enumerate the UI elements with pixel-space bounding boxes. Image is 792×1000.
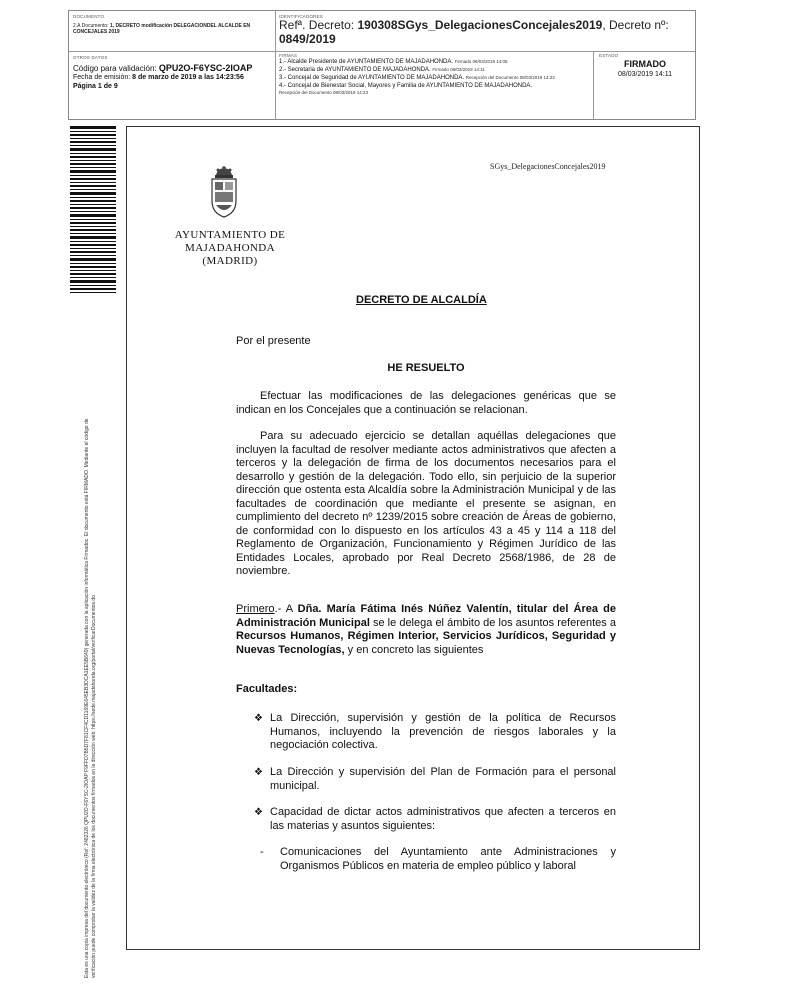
municipality-name: AYUNTAMIENTO DE MAJADAHONDA (MADRID) [174,229,286,267]
firma-row-timestamp: Recepción del Documento 08/03/2019 14:23 [279,90,369,95]
divider [275,11,276,119]
firma-row: 1.- Alcalde Presidente de AYUNTAMIENTO DE MAJADAHONDA. Firmado 08/03/2019 14:05 [279,59,508,65]
firma-row: 3.- Concejal de Seguridad de AYUNTAMIENTO DE MAJADAHONDA. Recepción del Documento 08/03/2019 14:22 [279,75,555,81]
document-title: DECRETO DE ALCALDÍA [356,294,487,306]
decree-reference: Refª. Decreto: 190308SGys_DelegacionesConcejales2019, Decreto nº: 0849/2019 [279,18,669,46]
documento-caption: DOCUMENTO [73,14,105,19]
status-badge: FIRMADO [624,59,666,69]
firmas-caption: FIRMAS [279,53,298,58]
list-item: - Comunicaciones del Ayuntamiento ante Administraciones y Organismos Públicos en materia de empleo público y laboral [260,846,616,872]
verification-side-text: Esta es una copia impresa del documento electrónico (Ref: 2482326 QPU2O-F6YSC-2IOAP F9FFD7B5D7F81CF4CD1169E645EB3DCA1EE5B649) generada con la aplicación informática Firmadoc. El documento está FIRMADO. Mediante el código de [84,418,90,978]
identificadores-caption: IDENTIFICADORES [279,14,324,19]
section-heading: HE RESUELTO [387,362,465,374]
paragraph: Para su adecuado ejercicio se detallan aquéllas delegaciones que incluyen la facultad de resolver mediante actos administrativos que afecten a terceros y la delegación de firma de los documentos necesarios para el desarrollo y gestión de la delegación. Todo ello, sin perjuicio de la superior dirección que ostenta esta Alcaldía sobre la Administración Municipal y de las facultades de coordinación que mediante el presente se asignan, en cumplimiento del decreto nº 1239/2015 sobre creación de Áreas de gobierno, de conformidad con lo dispuesto en los artículos 43 a 45 y 114 a 118 del Reglamento de Organización, Funcionamiento y Régimen Jurídico de las Entidades Locales, aprobado por Real Decreto 2568/1986, de 28 de noviembre. [236,430,616,577]
diamond-bullet-icon: ❖ [254,807,263,818]
status-date: 08/03/2019 14:11 [618,71,672,78]
list-item: ❖ La Dirección y supervisión del Plan de Formación para el personal municipal. [254,766,616,792]
diamond-bullet-icon: ❖ [254,767,263,778]
list-item: ❖ Capacidad de dictar actos administrativos que afecten a terceros en las materias y asuntos siguientes: [254,806,616,832]
otros-datos-caption: OTROS DATOS [73,55,108,60]
verification-side-text: verificación puede comprobar la validez de la firma electrónica de los documentos firmados en la dirección web: https://sede.majadahonda.org/portal/verificarDocumentos.do [91,595,97,978]
barcode-icon [70,126,116,294]
estado-caption: ESTADO [599,53,619,58]
document-number: 2.A Documento: 1, DECRETO modificación DELEGACIONDEL ALCALDE EN CONCEJALES 2019 [73,23,251,35]
signature-header [68,10,696,120]
page-indicator: Página 1 de 9 [73,83,118,90]
validation-code: Código para validación: QPU2O-F6YSC-2IOAP [73,63,253,73]
intro-text: Por el presente [236,335,311,347]
paragraph-primero: Primero.- A Dña. María Fátima Inés Núñez Valentín, titular del Área de Administración Municipal se le delega el ámbito de los asuntos referentes a Recursos Humanos, Régimen Interior, Servicios Jurídicos, Seguridad y Nuevas Tecnologías, y en concreto las siguientes [236,603,616,656]
firma-row: 2.- Secretaria de AYUNTAMIENTO DE MAJADAHONDA. Firmado 08/03/2019 14:11 [279,67,485,73]
divider [593,51,594,119]
divider [69,51,695,52]
list-item: ❖ La Dirección, supervisión y gestión de la política de Recursos Humanos, incluyendo la prevención de riesgos laborales y la negociación colectiva. [254,712,616,751]
diamond-bullet-icon: ❖ [254,713,263,724]
firma-row: 4.- Concejal de Bienestar Social, Mayores y Familia de AYUNTAMIENTO DE MAJADAHONDA. [279,83,533,89]
facultades-heading: Facultades: [236,683,298,695]
coat-of-arms-icon [206,165,242,219]
document-reference: SGys_DelegacionesConcejales2019 [490,162,606,171]
paragraph: Efectuar las modificaciones de las delegaciones genéricas que se indican en los Concejales que a continuación se relacionan. [236,390,616,416]
emission-date: Fecha de emisión: 8 de marzo de 2019 a las 14:23:56 [73,74,244,81]
